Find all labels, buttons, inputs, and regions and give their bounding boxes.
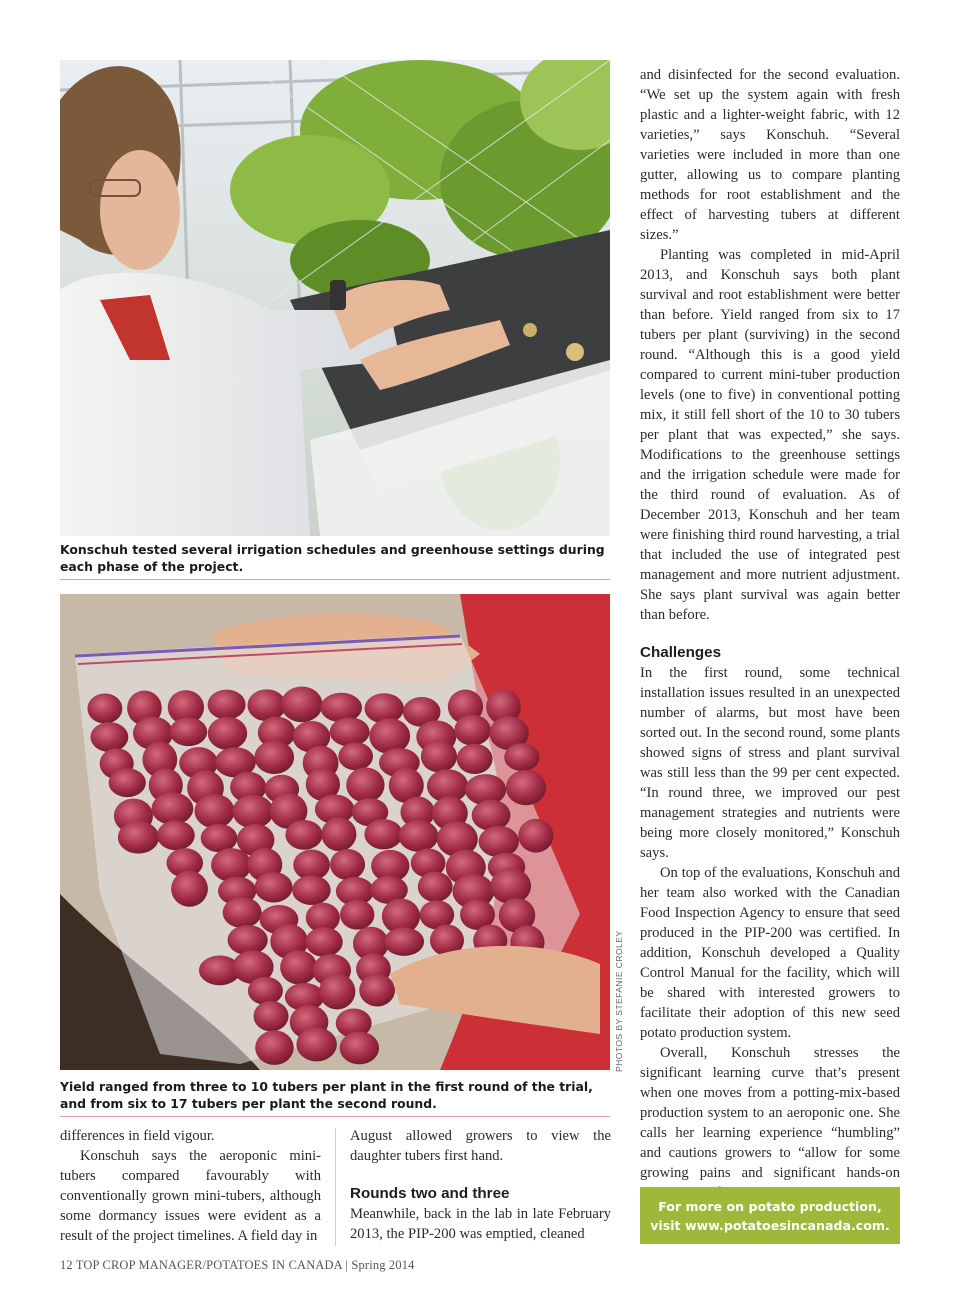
photo-credit-text: PHOTOS BY STEFANIE CROLEY xyxy=(614,930,624,1072)
tuber-bag-photo-illustration xyxy=(60,594,610,1070)
paragraph: August allowed growers to view the daughter tubers first hand. xyxy=(350,1128,611,1164)
paragraph xyxy=(640,1043,900,1204)
researcher-photo-illustration xyxy=(60,60,610,536)
article-column-left xyxy=(60,1126,321,1246)
article-column-right xyxy=(640,65,900,1204)
paragraph: Meanwhile, back in the lab in late February 2013, the PIP-200 was emptied, cleaned xyxy=(350,1206,611,1242)
paragraph: On top of the evaluations, Konschuh and her team also worked with the Canadian Food Inspection Agency to ensure that seed produced in the PIP-200 was certified. In addition, Konschuh developed a Quality Control Manual for the facility, which will be shared with interested growers to facilitate their adoption of this new seed potato production system. xyxy=(640,865,900,1041)
paragraph: differences in field vigour. xyxy=(60,1128,215,1144)
paragraph: Planting was completed in mid-April 2013, and Konschuh says both plant survival and root establishment were better than before. Yield ranged from six to 17 tubers per plant (surviving) in the second round. “Although this is a good yield compared to current mini-tuber production levels (one to five) in conventional potting mix, it still fell short of the 10 to 30 tubers per plant that was expected,” she says. Modifications to the greenhouse settings and the irrigation schedule were made for the third round of evaluation. As of December 2013, Konschuh and her team were finishing third round harvesting, a trial that included the use of integrated pest management and more nutrient adjustment. She says plant survival was again better than before. xyxy=(640,247,900,623)
promo-box[interactable] xyxy=(640,1187,900,1244)
paragraph: and disinfected for the second evaluation. “We set up the system again with fresh plastic and a lighter-weight fabric, with 12 varieties,” says Konschuh. “Several varieties were included in more than one gutter, allowing us to compare planting methods for root establishment and the effect of harvesting tubers at different sizes.” xyxy=(640,67,900,243)
promo-link[interactable]: visit www.potatoesincanada.com. xyxy=(650,1218,890,1233)
article-column-middle xyxy=(350,1126,611,1244)
photo-tuber-bag xyxy=(60,594,610,1070)
promo-line-1: For more on potato production, xyxy=(658,1199,882,1214)
column-divider xyxy=(335,1128,336,1246)
figure-caption-1: Konschuh tested several irrigation schedules and greenhouse settings during each phase of the project. xyxy=(60,542,605,574)
photo-researcher-greenhouse xyxy=(60,60,610,536)
caption-divider-2 xyxy=(60,1116,610,1117)
closing-paragraph-text: Overall, Konschuh stresses the significant learning curve that’s present when one moves from a potting-mix-based production system to an aeroponic one. She calls her learning experience “humbling” and cautions growers to “allow for some growing pains and significant hands-on xyxy=(640,1045,900,1181)
caption-divider-1 xyxy=(60,579,610,580)
figure-caption-2: Yield ranged from three to 10 tubers per plant in the first round of the trial, and from six to 17 tubers per plant the second round. xyxy=(60,1079,593,1111)
paragraph: Konschuh says the aeroponic mini-tubers compared favourably with conventionally grown mini-tubers, although some dormancy issues were evident as a result of the project timelines. A field day in xyxy=(60,1148,321,1244)
section-heading-challenges: Challenges xyxy=(640,644,722,661)
section-heading-rounds-two-three: Rounds two and three xyxy=(350,1185,510,1202)
page-footer: 12 TOP CROP MANAGER/POTATOES IN CANADA | Spring 2014 xyxy=(60,1258,415,1272)
paragraph: In the first round, some technical installation issues resulted in an unexpected number of alarms, but most have been sorted out. In the second round, some plants showed signs of stress and plant survival was still less than the 99 per cent expected. “In round three, we improved our pest management strategies and nutrients were being more closely monitored,” Konschuh says. xyxy=(640,665,900,861)
photo-credit xyxy=(612,930,626,1072)
